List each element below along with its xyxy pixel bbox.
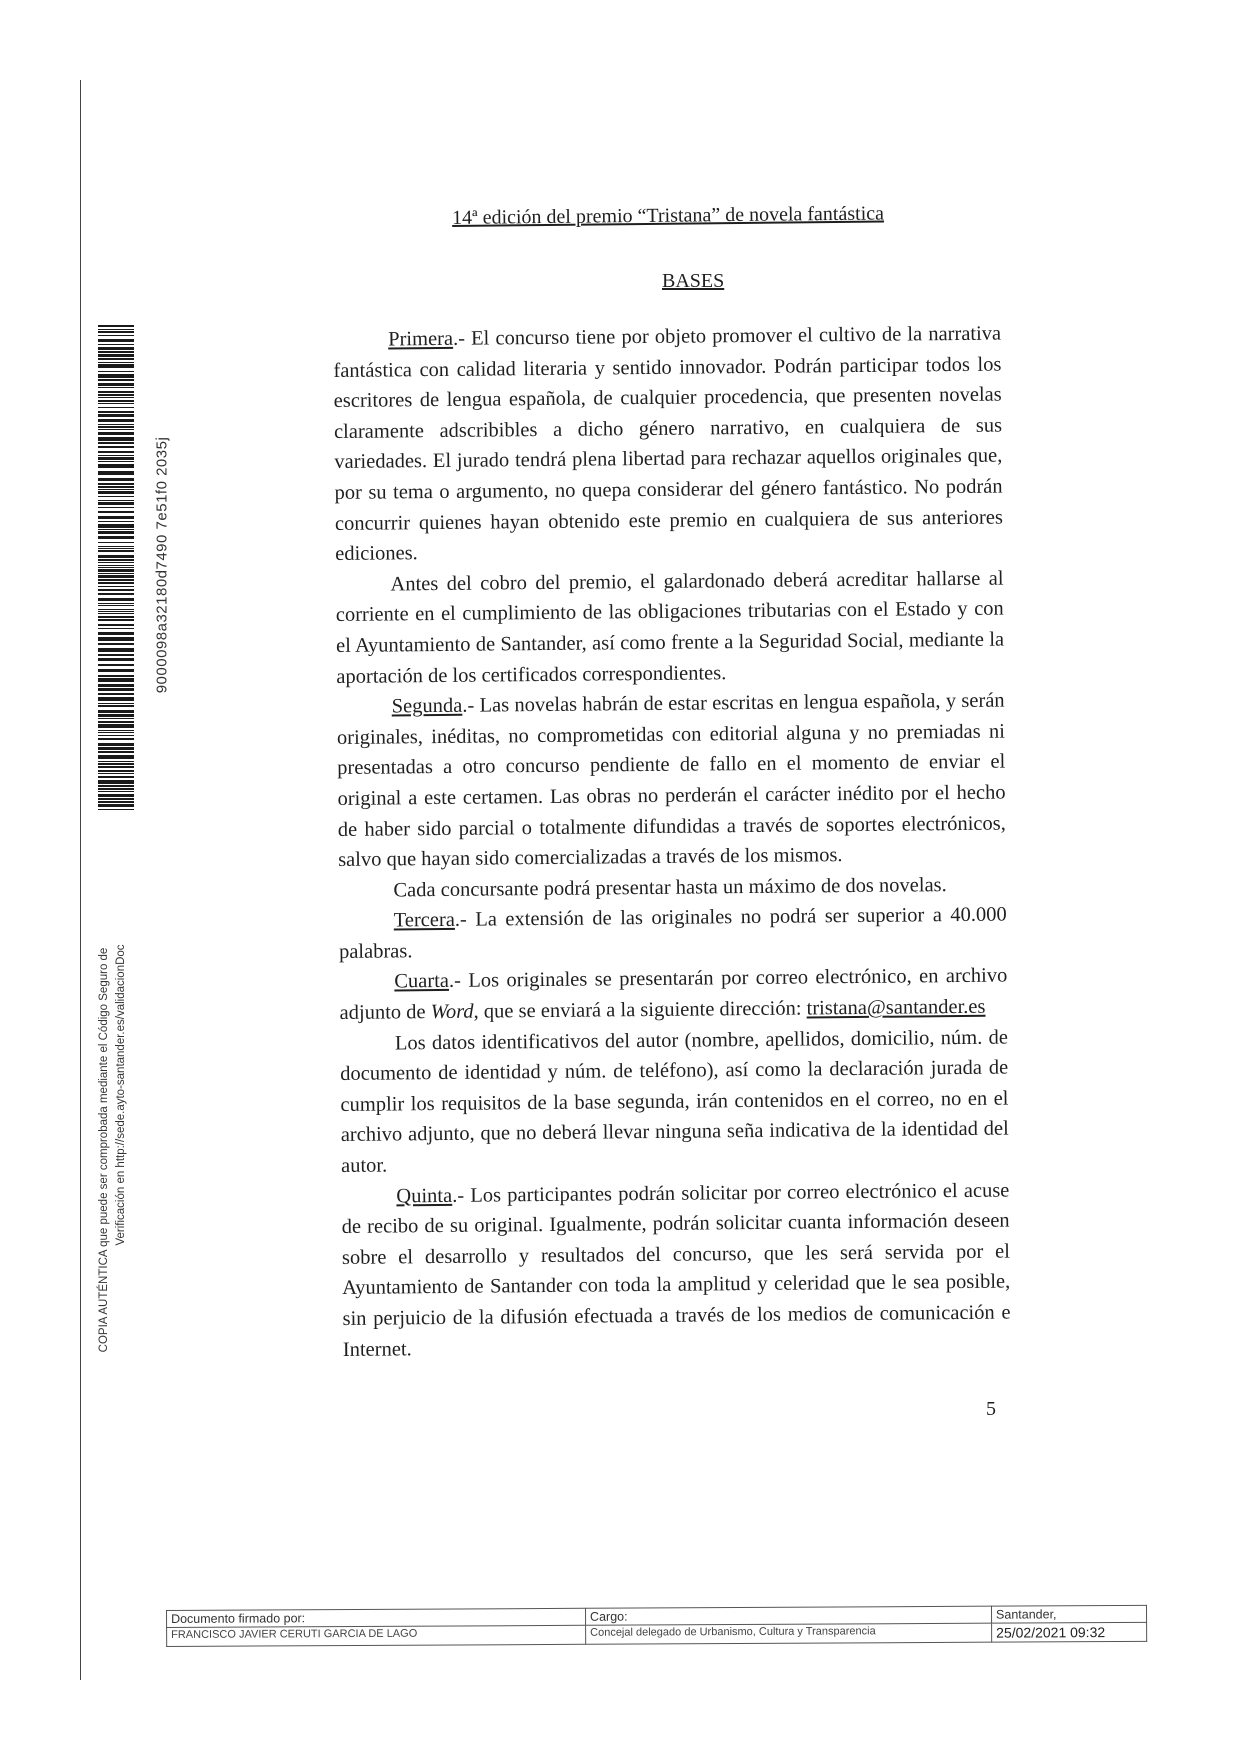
barcode-id-text: 9000098a32180d7490 7e51f0 2035j	[153, 436, 171, 694]
paragraph-primera	[333, 319, 1003, 570]
barcode-bar	[98, 446, 134, 448]
barcode-bar	[98, 598, 134, 601]
left-margin-strip	[80, 80, 151, 1680]
barcode-bar	[98, 658, 134, 661]
document-body	[333, 319, 1011, 1366]
barcode-bar	[98, 770, 134, 772]
paragraph-text: Cada concursante podrá presentar hasta un máximo de dos novelas.	[393, 873, 947, 902]
legal-notice-line-1: COPIA AUTÉNTICA que puede ser comprobada mediante el Código Seguro de	[98, 947, 110, 1353]
clause-label: Segunda	[391, 694, 463, 718]
barcode-bar	[98, 573, 134, 574]
barcode-bar	[98, 794, 134, 797]
barcode-bar	[98, 579, 134, 581]
barcode-bar	[98, 730, 134, 731]
paragraph-text: .- Los participantes podrán solicitar por correo electrónico el acuse de recibo de su original. Igualmente, podrán solicitar cuanta información deseen sobre el desarrollo y resultados del concurso, que les será servida por el Ayuntamiento de Santander con toda la amplitud y celeridad que le sea posible, sin perjuicio de la difusión efectuada a través de los medios de comunicación e Internet.	[341, 1179, 1011, 1361]
barcode-bar	[98, 801, 134, 803]
barcode-bar	[98, 546, 134, 547]
barcode-bar	[98, 586, 134, 587]
barcode-bar	[98, 780, 134, 784]
barcode-bar	[98, 496, 134, 497]
clause-label: Primera	[388, 327, 454, 351]
barcode-bar	[98, 471, 134, 475]
barcode-bar	[98, 483, 134, 485]
barcode-bar	[98, 437, 134, 441]
barcode-bar	[98, 424, 134, 425]
datetime-value: 25/02/2021 09:32	[992, 1622, 1147, 1642]
barcode-bar	[98, 394, 134, 396]
barcode-bar	[98, 500, 134, 501]
barcode-bar	[98, 613, 134, 614]
section-heading: BASES	[662, 270, 725, 292]
paragraph-tercera	[339, 900, 1008, 968]
barcode-bar	[98, 397, 134, 398]
barcode-bar	[98, 804, 134, 807]
barcode-bar	[98, 624, 134, 626]
position-value: Concejal delegado de Urbanismo, Cultura y Transparencia	[586, 1623, 992, 1644]
signed-by-label: Documento firmado por:	[167, 1608, 586, 1627]
barcode-bar	[98, 414, 134, 417]
place-label: Santander,	[991, 1605, 1146, 1623]
barcode-bar	[98, 383, 134, 386]
barcode-bar	[98, 391, 134, 393]
paragraph-quinta	[341, 1175, 1011, 1365]
barcode-bar	[98, 344, 134, 345]
barcode-bar	[98, 516, 134, 519]
barcode-bar	[98, 766, 134, 768]
barcode-bar	[98, 693, 134, 695]
barcode-bar	[98, 491, 134, 494]
barcode-bar	[98, 798, 134, 800]
barcode-bar	[98, 486, 134, 488]
paragraph-text: .- Las novelas habrán de estar escritas en lengua española, y serán originales, inéditas, no comprometidas con editorial alguna y no premiadas ni presentadas a otro concurso pendiente de fallo en el momento de enviar el original a este certamen. Las obras no perderán el carácter inédito por el hecho de haber sido parcial o totalmente difundidas a través de soportes electrónicos, salvo que hayan sido comercializadas a través de los mismos.	[336, 689, 1006, 872]
clause-label: Quinta	[396, 1184, 453, 1208]
paragraph-text: .- El concurso tiene por objeto promover el cultivo de la narrativa fantástica con calidad literaria y sentido innovador. Podrán participar todos los escritores de lengua española, de cualquier procedencia, que presenten novelas claramente adscribibles a dicho género narrativo, en cualquiera de sus variedades. El jurado tendrá plena libertad para rechazar aquellos originales que, por su tema o argumento, no quepa considerar del género fantástico. No podrán concurrir quienes hayan obtenido este premio en cualquiera de sus anteriores ediciones.	[333, 322, 1003, 566]
barcode-bar	[98, 735, 134, 736]
barcode-bar	[98, 521, 134, 522]
barcode-bar	[98, 569, 134, 572]
barcode-bar	[98, 536, 134, 539]
paragraph-segunda	[337, 686, 1007, 876]
barcode-bar	[98, 718, 134, 719]
barcode-bar	[98, 785, 134, 787]
barcode-bar	[98, 738, 134, 740]
barcode-bar	[98, 419, 134, 422]
document-title: 14ª edición del premio “Tristana” de novela fantástica	[452, 202, 885, 229]
signature-table	[166, 1605, 1147, 1647]
barcode-bar	[98, 684, 134, 687]
barcode-bar	[98, 654, 134, 656]
barcode-bar	[98, 548, 134, 549]
barcode-bar	[98, 429, 134, 430]
barcode-bar	[98, 511, 134, 513]
email-link[interactable]: tristana@santander.es	[806, 995, 986, 1020]
barcode-bar	[98, 589, 134, 591]
paragraph-text: .- Los originales se presentarán por correo electrónico, en archivo adjunto de	[339, 965, 1008, 1025]
barcode-bar	[98, 371, 134, 372]
barcode-bar	[98, 442, 134, 444]
barcode-bar	[98, 426, 134, 428]
barcode-bar	[98, 609, 134, 610]
barcode-bar	[98, 632, 134, 635]
barcode-bar	[98, 329, 134, 330]
paragraph-cuarta	[339, 961, 1008, 1029]
barcode-bar	[98, 550, 134, 552]
barcode-bar	[98, 478, 134, 481]
barcode-bar	[98, 732, 134, 733]
barcode-bar	[98, 710, 134, 713]
paragraph-cobro	[335, 563, 1004, 692]
barcode-bar	[98, 457, 134, 460]
barcode-bar	[98, 362, 134, 363]
paragraph-text: .- La extensión de las originales no podrá ser superior a 40.000 palabras.	[338, 903, 1007, 963]
barcode-bar	[98, 411, 134, 413]
barcode-bar	[98, 374, 134, 378]
barcode-bar	[98, 637, 134, 641]
barcode-bar	[98, 562, 134, 563]
barcode-bar	[98, 776, 134, 778]
barcode-bar	[98, 675, 134, 677]
barcode-bar	[98, 605, 134, 606]
barcode-bar	[98, 616, 134, 618]
barcode-bar	[98, 325, 134, 327]
barcode-bar	[98, 531, 134, 534]
word-format-text: Word	[430, 1000, 474, 1024]
barcode-bar	[98, 339, 134, 342]
barcode-bar	[98, 461, 134, 462]
barcode-bar	[98, 455, 134, 456]
signed-by-value: FRANCISCO JAVIER CERUTI GARCIA DE LAGO	[167, 1625, 586, 1646]
barcode-bar	[98, 489, 134, 490]
barcode-bar	[98, 747, 134, 750]
barcode-bar	[98, 619, 134, 621]
barcode-bar	[98, 751, 134, 753]
paragraph-text: , que se enviará a la siguiente dirección:	[473, 997, 807, 1023]
barcode-bar	[98, 331, 134, 333]
barcode-bar	[98, 407, 134, 408]
barcode-bar	[98, 721, 134, 723]
barcode-bar	[98, 773, 134, 774]
barcode-bar	[98, 761, 134, 762]
barcode-bar	[98, 743, 134, 746]
barcode-bar	[98, 347, 134, 350]
barcode-bar	[98, 763, 134, 765]
barcode-bar	[98, 387, 134, 388]
barcode-bar	[98, 555, 134, 558]
barcode-bar	[98, 593, 134, 595]
barcode-bar	[98, 582, 134, 584]
barcode-bar	[98, 688, 134, 691]
clause-label: Cuarta	[394, 970, 450, 993]
barcode-bar	[98, 559, 134, 561]
barcode-bar	[98, 464, 134, 468]
barcode-bar	[98, 809, 134, 810]
barcode-bar	[98, 714, 134, 717]
barcode-bar	[98, 451, 134, 453]
barcode-bar	[98, 664, 134, 666]
paragraph-text: Los datos identificativos del autor (nombre, apellidos, domicilio, núm. de documento de identidad y núm. de teléfono), así como la declaración jurada de cumplir los requisitos de la base segunda, irán contenidos en el correo, no en el archivo adjunto, que no deberá llevar ninguna seña indicativa de la identidad del autor.	[340, 1026, 1009, 1177]
barcode-bar	[98, 502, 134, 505]
barcode-bar	[98, 529, 134, 530]
barcode-bar	[98, 648, 134, 652]
barcode-bar	[98, 364, 134, 368]
barcode-bar	[98, 678, 134, 682]
legal-notice-line-2: Verificación en http://sede.ayto-santander.es/validacionDoc	[115, 944, 127, 1246]
barcode-bar	[98, 507, 134, 508]
barcode-bar	[98, 567, 134, 568]
barcode-bar	[98, 403, 134, 404]
barcode	[98, 325, 134, 810]
barcode-bar	[98, 542, 134, 543]
barcode-bar	[98, 565, 134, 566]
barcode-bar	[98, 603, 134, 604]
barcode-bar	[98, 335, 134, 336]
barcode-bar	[98, 755, 134, 759]
barcode-bar	[98, 400, 134, 402]
barcode-bar	[98, 432, 134, 435]
barcode-bar	[98, 705, 134, 707]
barcode-bar	[98, 379, 134, 381]
page-number: 5	[986, 1398, 996, 1420]
paragraph-text: Antes del cobro del premio, el galardonado deberá acreditar hallarse al corriente en el cumplimiento de las obligaciones tributarias con el Estado y con el Ayuntamiento de Santander, así como frente a la Seguridad Social, mediante la aportación de los certificados correspondientes.	[335, 567, 1005, 688]
barcode-bar	[98, 669, 134, 672]
paragraph-datos-autor	[340, 1022, 1009, 1181]
barcode-bar	[98, 524, 134, 528]
barcode-bar	[98, 703, 134, 704]
barcode-bar	[98, 351, 134, 353]
barcode-bar	[98, 643, 134, 645]
barcode-bar	[98, 697, 134, 701]
barcode-bar	[98, 791, 134, 792]
clause-label: Tercera	[393, 909, 455, 932]
barcode-bar	[98, 628, 134, 629]
barcode-bar	[98, 724, 134, 728]
barcode-bar	[98, 575, 134, 578]
barcode-bar	[98, 611, 134, 612]
barcode-bar	[98, 788, 134, 790]
barcode-bar	[98, 358, 134, 360]
position-label: Cargo:	[585, 1606, 991, 1625]
barcode-bar	[98, 354, 134, 357]
